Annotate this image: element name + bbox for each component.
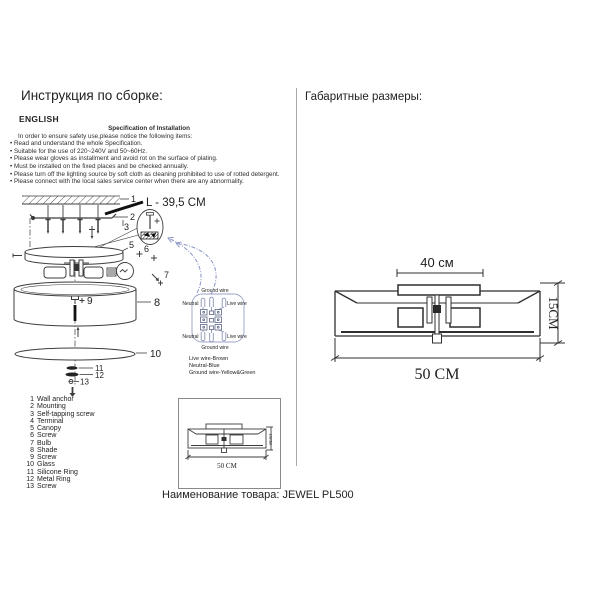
- parts-list-item: 9 Screw: [30, 454, 57, 461]
- parts-list-item: 6 Screw: [30, 432, 57, 440]
- wiring-live-bottom-label: Live wire: [227, 334, 247, 340]
- parts-list-item: 3 Self-tapping screw: [30, 410, 95, 418]
- parts-list-item: 11 Silicone Ring: [26, 468, 78, 476]
- screw-arrow-icon-7: [152, 274, 163, 286]
- terminal-block: [201, 310, 222, 331]
- part5-leader: [122, 248, 128, 251]
- dim-height-label: 15CM: [546, 296, 561, 330]
- wiring-live-top-label: Live wire: [227, 301, 247, 307]
- part-label-2: 2: [130, 212, 136, 222]
- right-panel-title: Габаритные размеры:: [305, 91, 423, 103]
- part-label-3: 3: [124, 222, 130, 232]
- parts-list: [20, 396, 95, 490]
- parts-list-item: 7 Bulb: [30, 439, 52, 447]
- parts-list-item: 2 Mounting: [30, 403, 66, 411]
- wire-legend-ground: Ground wire-Yellow&Green: [189, 370, 256, 376]
- wiring-ground-bottom-label: Ground wire: [201, 345, 229, 351]
- wiring-neutral-top-label: Neutral: [182, 301, 199, 307]
- wiring-neutral-bottom-label: Neutral: [182, 334, 199, 340]
- spec-item: • Please connect with the local sales service center when there are any abnormality.: [10, 178, 244, 186]
- parts-list-item: 12 Metal Ring: [26, 475, 71, 483]
- part-label-6: 6: [144, 244, 150, 254]
- part-label-5: 5: [129, 240, 135, 250]
- specification-block: [10, 125, 288, 186]
- callout-arrows: [168, 238, 216, 294]
- thumbnail-height-label: 15CM: [268, 433, 273, 445]
- thumbnail-dimension-drawing: [174, 398, 284, 492]
- spec-item: • Please turn off the lighting source by soft cloth as cleaning prohibited to use of rotted detergent.: [10, 170, 280, 178]
- wire-legend-neutral: Neutral-Blue: [189, 363, 220, 369]
- part-label-7: 7: [164, 270, 170, 280]
- canopy: [13, 247, 123, 265]
- socket-assembly: [44, 260, 103, 278]
- dim-top-width-label: 40 см: [420, 255, 454, 270]
- product-name-label: Наименование товара:: [162, 489, 280, 501]
- product-name-value: JEWEL PL500: [282, 489, 354, 501]
- centerlines: [30, 218, 75, 386]
- screw-arrow-icon: [89, 226, 95, 239]
- parts-list-item: 5 Canopy: [30, 425, 62, 432]
- spec-intro: In order to ensure safety use,please notice the following items:: [18, 132, 193, 140]
- glass-diffuser: [15, 348, 135, 360]
- panel-divider: [296, 88, 297, 466]
- wiring-ground-top-label: Ground wire: [201, 288, 229, 294]
- part-label-11: 11: [95, 364, 104, 373]
- spec-item: • Please wear gloves as installment and avoid rot on the surface of plating.: [10, 155, 218, 163]
- exploded-assembly-diagram: [0, 190, 295, 405]
- fixture-outline: [331, 269, 565, 362]
- up-arrow-icon: [77, 327, 80, 338]
- screw-9: [72, 296, 85, 321]
- parts-list-item: 8 Shade: [30, 446, 58, 454]
- length-label: L - 39,5 CM: [146, 197, 206, 209]
- parts-list-item: 4 Terminal: [30, 417, 64, 425]
- parts-list-item: 1 Wall anchor: [30, 396, 74, 403]
- product-name-line: [162, 489, 354, 501]
- part-label-9: 9: [87, 296, 93, 307]
- callout-arrowheads: [168, 237, 182, 247]
- left-panel-title: Инструкция по сборке:: [21, 88, 163, 103]
- part-label-12: 12: [95, 371, 104, 380]
- spec-item: • Must be installed on the fixed places and be checked annually.: [10, 162, 189, 170]
- dim-bottom-width-label: 50 CM: [414, 366, 460, 383]
- part-label-10: 10: [150, 349, 162, 360]
- part-label-13: 13: [80, 377, 89, 387]
- wire-legend-live: Live wire-Brown: [189, 356, 229, 362]
- parts-list-item: 10 Glass: [26, 461, 55, 469]
- mounting-bar: [30, 205, 116, 234]
- parts-list-item: 13 Screw: [26, 483, 57, 490]
- language-label: ENGLISH: [19, 114, 59, 124]
- spec-heading: Specification of Installation: [108, 125, 190, 132]
- ceiling: [22, 196, 129, 204]
- spec-item: • Suitable for the use of 220~240V and 50~60Hz.: [10, 147, 147, 155]
- wiring-diagram: [182, 288, 255, 376]
- spec-item: • Read and understand the whole Specification.: [10, 140, 143, 148]
- bulb: [107, 263, 134, 280]
- part-label-1: 1: [131, 194, 137, 204]
- terminal-block-detail: [141, 232, 158, 239]
- part-label-8: 8: [154, 297, 161, 309]
- dimension-drawing: [318, 243, 593, 388]
- thumbnail-width-label: 50 CM: [217, 462, 237, 470]
